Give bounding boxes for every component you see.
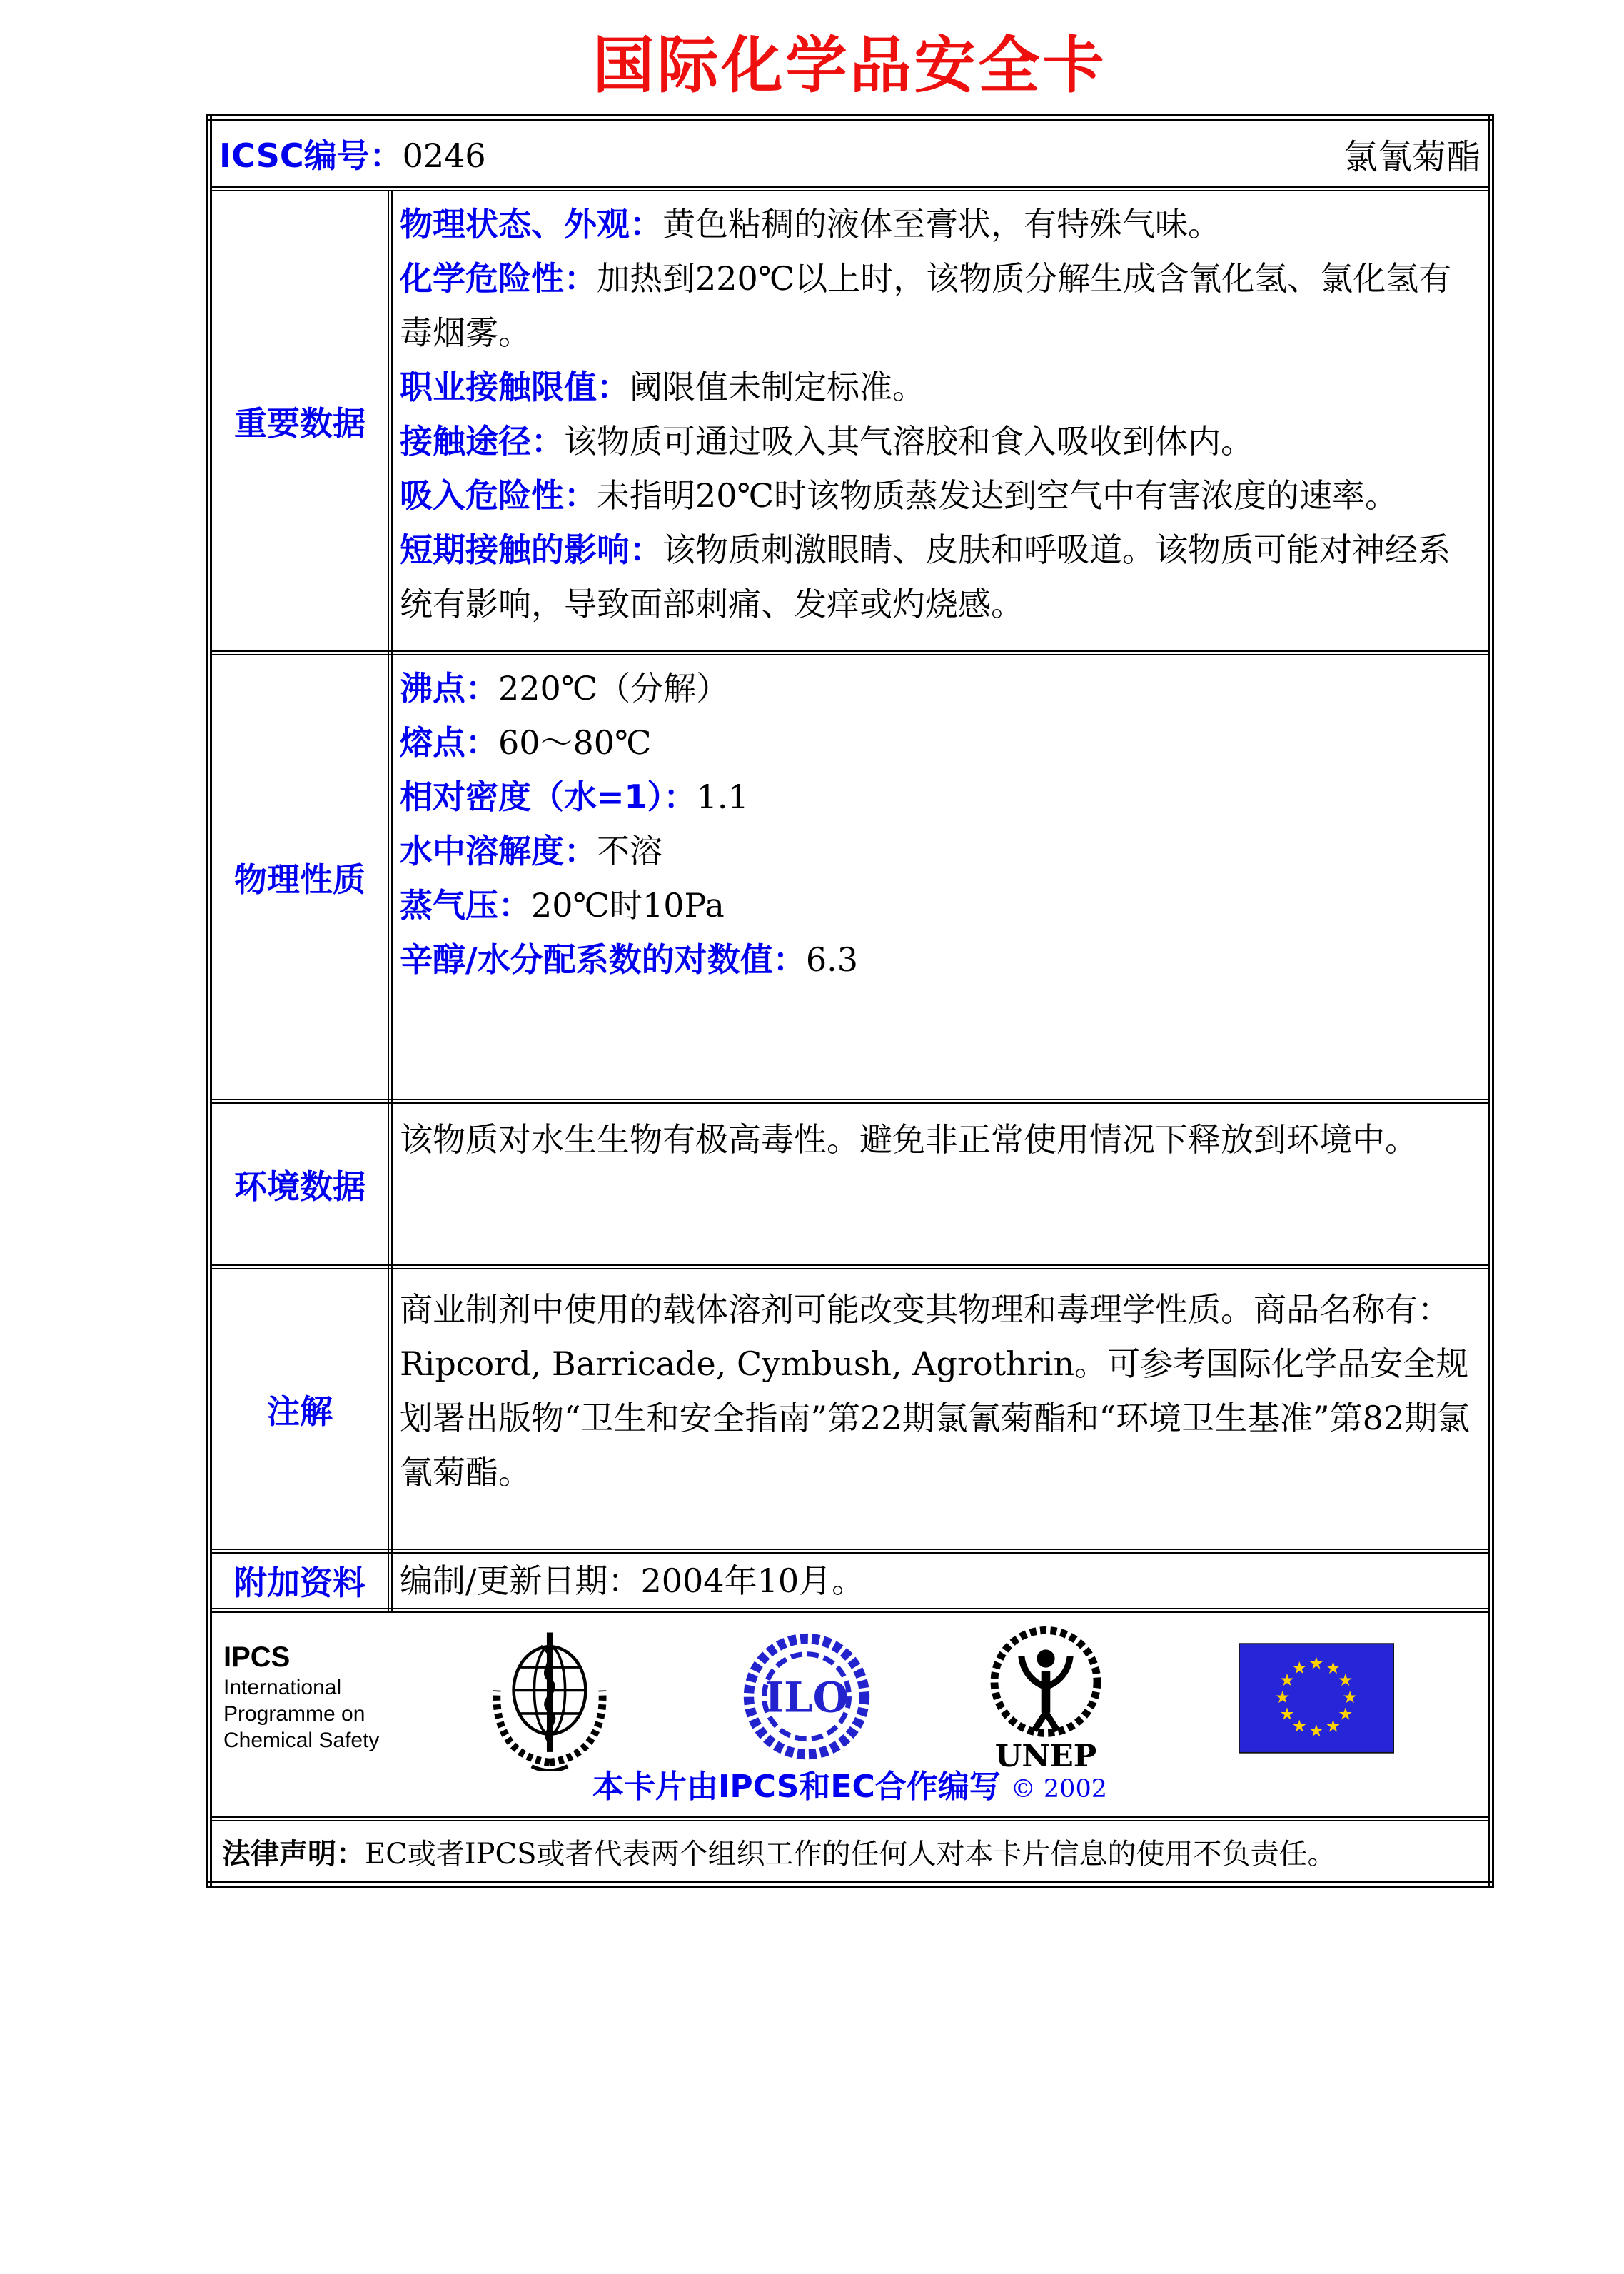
svg-text:★: ★	[1291, 1716, 1307, 1736]
table-row-legal	[209, 1819, 1491, 1885]
item-key: 短期接触的影响：	[400, 530, 662, 569]
important-item	[400, 197, 1482, 251]
svg-text:★: ★	[1338, 1670, 1353, 1691]
item-value: 220℃（分解）	[498, 669, 730, 708]
unep-letters: UNEP	[994, 1738, 1097, 1774]
icsc-number-value: 0246	[402, 136, 486, 175]
item-key: 物理状态、外观：	[400, 205, 662, 243]
item-key: 辛醇/水分配系数的对数值：	[400, 940, 806, 979]
item-key: 相对密度（水=1）：	[400, 778, 697, 816]
item-key: 化学危险性：	[400, 259, 597, 298]
physical-item	[400, 770, 1482, 824]
item-key: 职业接触限值：	[400, 368, 630, 406]
section-label-physical: 物理性质	[234, 860, 365, 899]
item-value: 60～80℃	[498, 723, 652, 762]
icsc-number-group	[219, 130, 486, 177]
update-date-value: 2004年10月。	[640, 1561, 865, 1600]
item-value: 加热到220℃以上时，该物质分解生成含氰化氢、氯化氢有毒烟雾。	[400, 259, 1452, 352]
section-label-notes: 注解	[267, 1392, 333, 1431]
table-row-logos	[209, 1611, 1491, 1819]
item-value: 该物质刺激眼睛、皮肤和呼吸道。该物质可能对神经系统有影响，导致面部刺痛、发痒或灼烧感。	[400, 530, 1451, 623]
svg-text:★: ★	[1308, 1721, 1324, 1741]
important-data-content	[390, 189, 1491, 653]
additional-info-content	[390, 1551, 1491, 1611]
legal-text: EC或者IPCS或者代表两个组织工作的任何人对本卡片信息的使用不负责任。	[365, 1837, 1336, 1871]
item-value: 不溶	[597, 832, 662, 870]
physical-properties-content	[390, 653, 1491, 1102]
ipcs-acronym: IPCS	[223, 1641, 291, 1673]
table-row-header	[209, 118, 1491, 189]
important-item	[400, 468, 1482, 523]
item-value: 6.3	[805, 940, 858, 979]
table-row-environmental-data	[209, 1102, 1491, 1267]
ilo-letters: ILO	[765, 1673, 849, 1722]
table-row-notes	[209, 1267, 1491, 1551]
ilo-icon	[742, 1626, 871, 1769]
item-value: 1.1	[696, 778, 749, 816]
important-item	[400, 251, 1482, 360]
section-label-environment: 环境数据	[234, 1167, 365, 1206]
caption-text: 本卡片由IPCS和EC合作编写	[592, 1769, 1001, 1805]
table-row-important-data	[209, 189, 1491, 653]
who-icon	[485, 1629, 614, 1771]
item-key: 沸点：	[400, 669, 498, 708]
item-key: 熔点：	[400, 723, 498, 762]
ipcs-line: Programme on	[223, 1702, 365, 1726]
item-value: 黄色粘稠的液体至膏状，有特殊气味。	[662, 205, 1221, 243]
physical-item	[400, 932, 1482, 987]
physical-item	[400, 878, 1482, 932]
important-item	[400, 523, 1482, 631]
svg-text:★: ★	[1342, 1686, 1358, 1707]
item-key: 接触途径：	[400, 422, 564, 461]
ipcs-line: Chemical Safety	[223, 1729, 380, 1752]
item-key: 水中溶解度：	[400, 832, 597, 870]
svg-text:★: ★	[1338, 1704, 1353, 1724]
legal-label: 法律声明：	[222, 1837, 365, 1871]
item-value: 未指明20℃时该物质蒸发达到空气中有害浓度的速率。	[597, 476, 1398, 515]
icsc-number-label: ICSC编号：	[219, 136, 403, 175]
item-value: 20℃时10Pa	[531, 886, 725, 925]
svg-text:★: ★	[1275, 1686, 1291, 1707]
notes-content: 商业制剂中使用的载体溶剂可能改变其物理和毒理学性质。商品名称有：Ripcord, Barricade, Cymbush, Agrothrin。可参考国际化学品安全规划署出版物“卫生和安全指南”第22期氯氰菊酯和“环境卫生基准”第82期氯氰菊酯。	[390, 1267, 1491, 1551]
important-item	[400, 360, 1482, 414]
update-date-label: 编制/更新日期：	[400, 1561, 641, 1600]
physical-item	[400, 661, 1482, 715]
svg-text:★: ★	[1326, 1657, 1341, 1678]
svg-text:★: ★	[1326, 1716, 1341, 1736]
section-label-important: 重要数据	[234, 403, 365, 443]
ipcs-line: International	[223, 1676, 342, 1699]
item-value: 该物质可通过吸入其气溶胶和食入吸收到体内。	[564, 422, 1254, 461]
footer-caption	[212, 1761, 1488, 1806]
item-key: 吸入危险性：	[400, 476, 597, 515]
item-key: 蒸气压：	[400, 886, 531, 925]
svg-text:★: ★	[1279, 1670, 1295, 1691]
environmental-data-content: 该物质对水生生物有极高毒性。避免非正常使用情况下释放到环境中。	[390, 1102, 1491, 1267]
svg-text:★: ★	[1291, 1657, 1307, 1678]
page-title: 国际化学品安全卡	[592, 29, 1107, 101]
table-row-physical-properties	[209, 653, 1491, 1102]
caption-copyright: © 2002	[1010, 1775, 1107, 1803]
ipcs-text-block	[223, 1640, 379, 1754]
important-item	[400, 414, 1482, 468]
physical-item	[400, 824, 1482, 878]
chemical-name: 氯氰菊酯	[1343, 136, 1481, 177]
item-value: 阈限值未制定标准。	[630, 368, 925, 406]
svg-text:★: ★	[1308, 1653, 1324, 1674]
table-row-additional-info	[209, 1551, 1491, 1611]
section-label-additional: 附加资料	[234, 1564, 365, 1602]
physical-item	[400, 715, 1482, 770]
unep-icon	[982, 1620, 1110, 1774]
icsc-table	[206, 114, 1494, 1888]
eu-flag-icon	[1239, 1643, 1394, 1754]
svg-text:★: ★	[1279, 1704, 1295, 1724]
icsc-card-page	[0, 16, 1624, 2274]
